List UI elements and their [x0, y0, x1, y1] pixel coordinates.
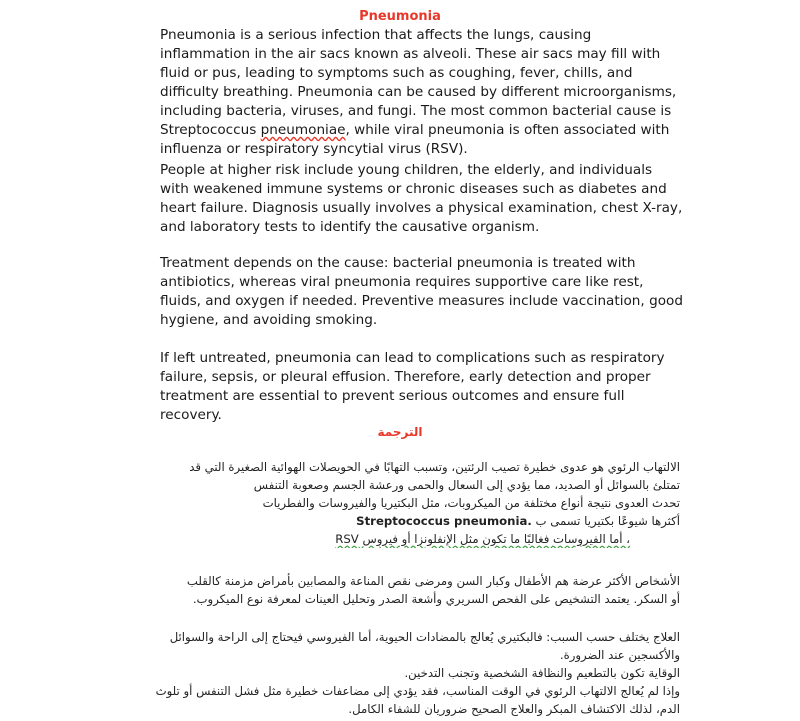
arabic-line: العلاج يختلف حسب السبب: فالبكتيري يُعالج بالمضادات الحيوية، أما الفيروسي فيحتاج إلى الراحة والسوائل	[169, 630, 680, 644]
arabic-line: وإذا لم يُعالج الالتهاب الرئوي في الوقت المناسب، فقد يؤدي إلى مضاعفات خطيرة مثل فشل التنفس أو تلوث	[155, 684, 680, 698]
arabic-line: أو السكر. يعتمد التشخيص على الفحص السريري وأشعة الصدر وتحليل العينات لمعرفة نوع الميكروب.	[192, 592, 680, 606]
translation-heading: الترجمة	[377, 425, 423, 439]
arabic-line: الالتهاب الرئوي هو عدوى خطيرة تصيب الرئتين، وتسبب التهابًا في الحويصلات الهوائية الصغيرة التي قد	[189, 460, 680, 474]
arabic-line: تمتلئ بالسوائل أو الصديد، مما يؤدي إلى السعال والحمى ورعشة الجسم وصعوبة التنفس	[253, 478, 680, 492]
arabic-paragraph-1	[152, 458, 680, 548]
english-paragraph-4: If left untreated, pneumonia can lead to complications such as respiratory failure, sepsis, or pleural effusion. Therefore, early detection and proper treatment are essential to prevent serious outcomes and ensure full recovery.	[160, 350, 665, 423]
arabic-line-text: أكثرها شيوعًا بكتيريا تسمى ب	[535, 514, 680, 528]
arabic-line-mixed	[152, 512, 680, 530]
english-paragraph-1	[160, 26, 685, 159]
spellcheck-flagged-word[interactable]: pneumoniae	[260, 122, 346, 138]
arabic-line: الوقاية تكون بالتطعيم والنظافة الشخصية وتجنب التدخين.	[404, 666, 680, 680]
arabic-paragraph-2	[152, 572, 680, 608]
arabic-paragraph-3	[152, 628, 680, 718]
arabic-line: الأشخاص الأكثر عرضة هم الأطفال وكبار السن ومرضى نقص المناعة والمصابين بأمراض مزمنة كالقلب	[186, 574, 680, 588]
arabic-line-flagged	[152, 530, 680, 548]
paragraph-1-text-b: , while viral pneumonia is often associated with influenza or respiratory syncytial virus (RSV).	[160, 122, 670, 157]
grammar-flagged-text[interactable]: ، أما الفيروسات فغالبًا ما تكون مثل الإنفلونزا أو فيروس RSV	[335, 532, 630, 546]
arabic-line: والأكسجين عند الضرورة.	[559, 648, 680, 662]
arabic-line: تحدث العدوى نتيجة أنواع مختلفة من الميكروبات، مثل البكتيريا والفيروسات والفطريات	[262, 496, 680, 510]
document-title: Pneumonia	[359, 9, 441, 24]
english-paragraph-2: People at higher risk include young children, the elderly, and individuals with weakened immune systems or chronic diseases such as diabetes and heart failure. Diagnosis usually involves a physical examination, chest X-ray, and laboratory tests to identify the causative organism.	[160, 162, 683, 235]
arabic-line: الدم، لذلك الاكتشاف المبكر والعلاج الصحيح ضروريان للشفاء الكامل.	[348, 702, 680, 716]
english-paragraph-3: Treatment depends on the cause: bacterial pneumonia is treated with antibiotics, whereas viral pneumonia requires supportive care like rest, fluids, and oxygen if needed. Preventive measures include vaccination, good hygiene, and avoiding smoking.	[160, 255, 683, 328]
latin-organism-name: Streptococcus pneumonia.	[356, 514, 532, 528]
paragraph-1-text-a: Pneumonia is a serious infection that affects the lungs, causing inflammation in the air sacs known as alveoli. These air sacs may fill with fluid or pus, leading to symptoms such as coughing, fever, chills, and difficulty breathing. Pneumonia can be caused by different microorganisms, including bacteria, viruses, and fungi. The most common bacterial cause is Streptococcus	[160, 27, 677, 138]
